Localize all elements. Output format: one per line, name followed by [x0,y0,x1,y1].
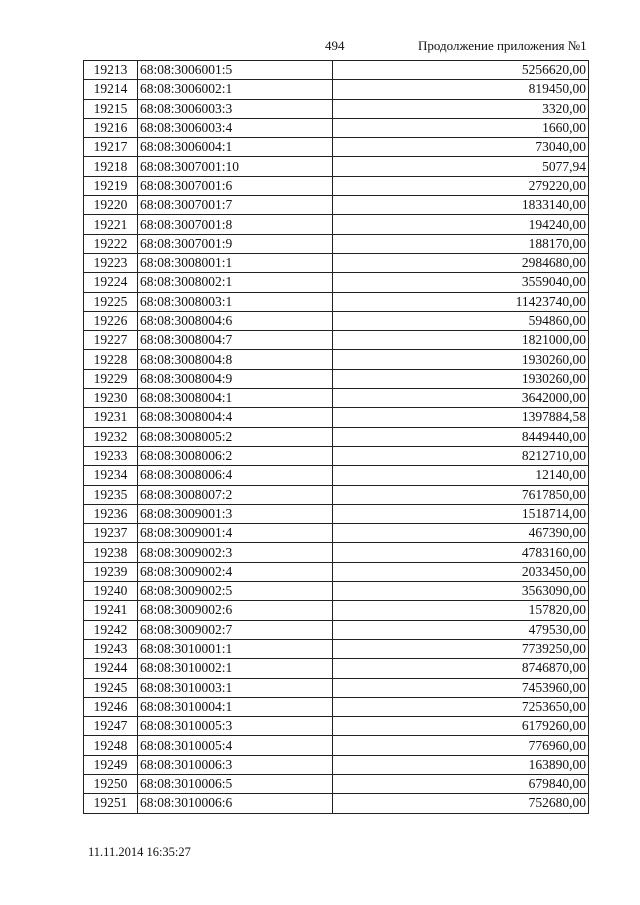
row-number-cell: 19217 [84,138,138,157]
value-cell: 594860,00 [333,311,589,330]
table-row [84,582,589,601]
cadastral-number-cell: 68:08:3009002:3 [138,543,333,562]
table-row [84,639,589,658]
page-caption: Продолжение приложения №1 [418,38,587,53]
row-number-cell: 19251 [84,794,138,813]
row-number-cell: 19221 [84,215,138,234]
cadastral-number-cell: 68:08:3006002:1 [138,80,333,99]
cadastral-number-cell: 68:08:3007001:9 [138,234,333,253]
row-number-cell: 19223 [84,253,138,272]
row-number-cell: 19227 [84,331,138,350]
table-row [84,466,589,485]
value-cell: 6179260,00 [333,717,589,736]
value-cell: 7617850,00 [333,485,589,504]
value-cell: 157820,00 [333,601,589,620]
table-row [84,350,589,369]
value-cell: 4783160,00 [333,543,589,562]
cadastral-number-cell: 68:08:3010006:3 [138,755,333,774]
table-row [84,61,589,80]
table-row [84,196,589,215]
value-cell: 3642000,00 [333,389,589,408]
row-number-cell: 19215 [84,99,138,118]
cadastral-table [83,60,589,814]
value-cell: 7253650,00 [333,697,589,716]
table-row [84,524,589,543]
cadastral-number-cell: 68:08:3007001:8 [138,215,333,234]
row-number-cell: 19249 [84,755,138,774]
cadastral-number-cell: 68:08:3008004:9 [138,369,333,388]
value-cell: 12140,00 [333,466,589,485]
row-number-cell: 19246 [84,697,138,716]
cadastral-number-cell: 68:08:3008004:8 [138,350,333,369]
value-cell: 1821000,00 [333,331,589,350]
table-row [84,99,589,118]
row-number-cell: 19214 [84,80,138,99]
table-row [84,273,589,292]
cadastral-number-cell: 68:08:3010004:1 [138,697,333,716]
table-row [84,562,589,581]
value-cell: 3563090,00 [333,582,589,601]
table-row [84,176,589,195]
cadastral-number-cell: 68:08:3009001:4 [138,524,333,543]
value-cell: 73040,00 [333,138,589,157]
value-cell: 1397884,58 [333,408,589,427]
row-number-cell: 19216 [84,118,138,137]
row-number-cell: 19234 [84,466,138,485]
row-number-cell: 19229 [84,369,138,388]
value-cell: 776960,00 [333,736,589,755]
cadastral-number-cell: 68:08:3009002:6 [138,601,333,620]
row-number-cell: 19233 [84,446,138,465]
cadastral-number-cell: 68:08:3007001:7 [138,196,333,215]
cadastral-number-cell: 68:08:3008004:6 [138,311,333,330]
row-number-cell: 19243 [84,639,138,658]
cadastral-number-cell: 68:08:3008006:4 [138,466,333,485]
row-number-cell: 19224 [84,273,138,292]
row-number-cell: 19235 [84,485,138,504]
cadastral-number-cell: 68:08:3008003:1 [138,292,333,311]
cadastral-number-cell: 68:08:3006003:4 [138,118,333,137]
table-row [84,311,589,330]
value-cell: 3320,00 [333,99,589,118]
page-number: 494 [325,38,345,53]
cadastral-number-cell: 68:08:3006004:1 [138,138,333,157]
row-number-cell: 19241 [84,601,138,620]
row-number-cell: 19247 [84,717,138,736]
table-row [84,292,589,311]
cadastral-number-cell: 68:08:3006001:5 [138,61,333,80]
cadastral-number-cell: 68:08:3010005:4 [138,736,333,755]
row-number-cell: 19220 [84,196,138,215]
cadastral-number-cell: 68:08:3006003:3 [138,99,333,118]
table-row [84,253,589,272]
table-row [84,485,589,504]
cadastral-number-cell: 68:08:3010006:5 [138,774,333,793]
value-cell: 1518714,00 [333,504,589,523]
row-number-cell: 19238 [84,543,138,562]
row-number-cell: 19225 [84,292,138,311]
value-cell: 5077,94 [333,157,589,176]
table-row [84,717,589,736]
cadastral-number-cell: 68:08:3008004:4 [138,408,333,427]
cadastral-number-cell: 68:08:3007001:6 [138,176,333,195]
cadastral-number-cell: 68:08:3009001:3 [138,504,333,523]
row-number-cell: 19218 [84,157,138,176]
value-cell: 8449440,00 [333,427,589,446]
cadastral-number-cell: 68:08:3009002:5 [138,582,333,601]
table-row [84,215,589,234]
table-row [84,80,589,99]
cadastral-number-cell: 68:08:3007001:10 [138,157,333,176]
print-timestamp: 11.11.2014 16:35:27 [88,845,191,859]
table-row [84,659,589,678]
cadastral-number-cell: 68:08:3010002:1 [138,659,333,678]
value-cell: 194240,00 [333,215,589,234]
table-row [84,427,589,446]
row-number-cell: 19248 [84,736,138,755]
value-cell: 7739250,00 [333,639,589,658]
cadastral-number-cell: 68:08:3008005:2 [138,427,333,446]
table-row [84,774,589,793]
table-row [84,389,589,408]
table-row [84,157,589,176]
row-number-cell: 19230 [84,389,138,408]
cadastral-number-cell: 68:08:3010003:1 [138,678,333,697]
table-row [84,736,589,755]
value-cell: 752680,00 [333,794,589,813]
value-cell: 8746870,00 [333,659,589,678]
table-row [84,620,589,639]
cadastral-number-cell: 68:08:3008001:1 [138,253,333,272]
cadastral-table-body [84,61,589,814]
value-cell: 467390,00 [333,524,589,543]
row-number-cell: 19237 [84,524,138,543]
cadastral-number-cell: 68:08:3010001:1 [138,639,333,658]
cadastral-number-cell: 68:08:3010005:3 [138,717,333,736]
value-cell: 1660,00 [333,118,589,137]
value-cell: 188170,00 [333,234,589,253]
row-number-cell: 19250 [84,774,138,793]
table-row [84,446,589,465]
cadastral-number-cell: 68:08:3009002:4 [138,562,333,581]
table-row [84,234,589,253]
value-cell: 7453960,00 [333,678,589,697]
row-number-cell: 19240 [84,582,138,601]
cadastral-number-cell: 68:08:3008004:1 [138,389,333,408]
table-row [84,408,589,427]
value-cell: 5256620,00 [333,61,589,80]
value-cell: 819450,00 [333,80,589,99]
value-cell: 1930260,00 [333,350,589,369]
table-row [84,331,589,350]
row-number-cell: 19239 [84,562,138,581]
cadastral-number-cell: 68:08:3008006:2 [138,446,333,465]
row-number-cell: 19213 [84,61,138,80]
cadastral-number-cell: 68:08:3008002:1 [138,273,333,292]
table-row [84,601,589,620]
table-row [84,138,589,157]
value-cell: 2984680,00 [333,253,589,272]
row-number-cell: 19236 [84,504,138,523]
table-row [84,543,589,562]
cadastral-number-cell: 68:08:3008007:2 [138,485,333,504]
table-row [84,697,589,716]
cadastral-number-cell: 68:08:3008004:7 [138,331,333,350]
value-cell: 479530,00 [333,620,589,639]
cadastral-number-cell: 68:08:3010006:6 [138,794,333,813]
value-cell: 279220,00 [333,176,589,195]
value-cell: 1930260,00 [333,369,589,388]
cadastral-number-cell: 68:08:3009002:7 [138,620,333,639]
value-cell: 163890,00 [333,755,589,774]
row-number-cell: 19245 [84,678,138,697]
row-number-cell: 19242 [84,620,138,639]
row-number-cell: 19244 [84,659,138,678]
table-row [84,755,589,774]
row-number-cell: 19219 [84,176,138,195]
table-row [84,504,589,523]
value-cell: 2033450,00 [333,562,589,581]
table-row [84,118,589,137]
value-cell: 8212710,00 [333,446,589,465]
table-row [84,369,589,388]
value-cell: 11423740,00 [333,292,589,311]
row-number-cell: 19228 [84,350,138,369]
row-number-cell: 19222 [84,234,138,253]
row-number-cell: 19226 [84,311,138,330]
value-cell: 3559040,00 [333,273,589,292]
table-row [84,678,589,697]
row-number-cell: 19232 [84,427,138,446]
table-row [84,794,589,813]
value-cell: 679840,00 [333,774,589,793]
value-cell: 1833140,00 [333,196,589,215]
row-number-cell: 19231 [84,408,138,427]
